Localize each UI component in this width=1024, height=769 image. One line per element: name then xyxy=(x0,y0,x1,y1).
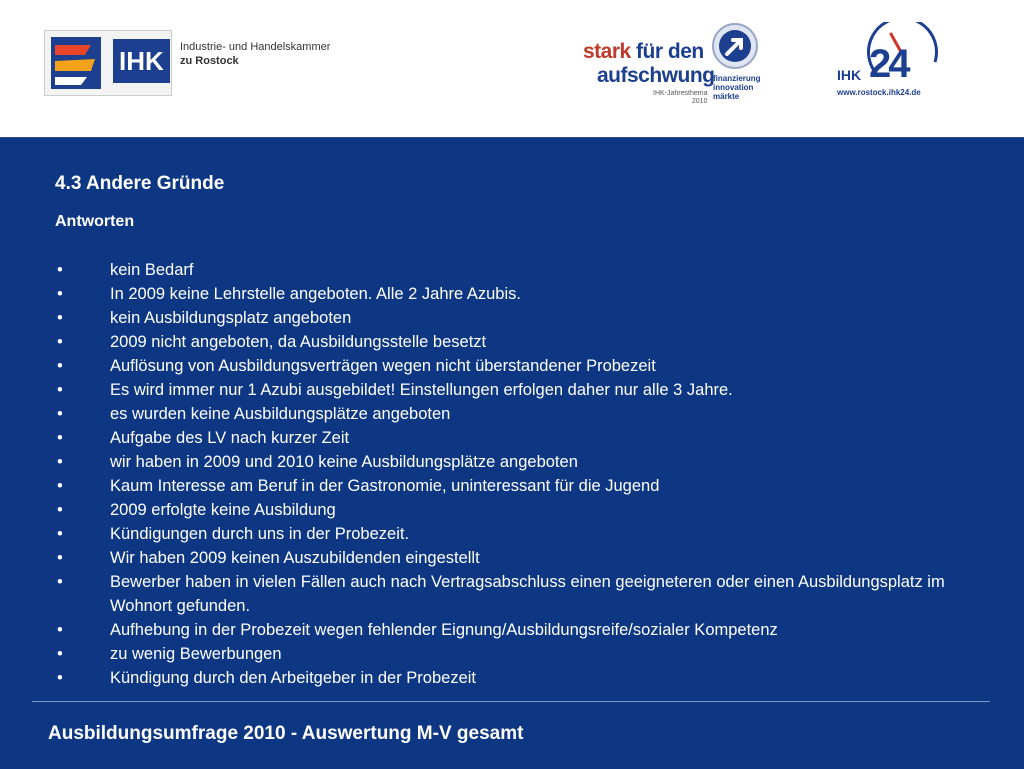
answer-text: Es wird immer nur 1 Azubi ausgebildet! Einstellungen erfolgen daher nur alle 3 Jahre. xyxy=(110,381,733,399)
bullet-icon: • xyxy=(57,645,63,663)
stark-tag2: innovation xyxy=(713,83,754,92)
ihk-name xyxy=(180,40,330,68)
bullet-icon: • xyxy=(57,333,63,351)
bullet-icon: • xyxy=(57,261,63,279)
answer-text: In 2009 keine Lehrstelle angeboten. Alle 2 Jahre Azubis. xyxy=(110,285,521,303)
answer-text: kein Bedarf xyxy=(110,261,194,279)
answer-text: es wurden keine Ausbildungsplätze angeboten xyxy=(110,405,451,423)
list-item xyxy=(55,282,975,306)
list-item xyxy=(55,546,975,570)
ihk24-ihk: IHK xyxy=(837,67,862,83)
list-item xyxy=(55,258,975,282)
stark-subtitle xyxy=(653,90,707,106)
stark-sub1: IHK-Jahresthema xyxy=(653,90,708,97)
ihk24-url: www.rostock.ihk24.de xyxy=(837,88,921,97)
ihk-name-line2: zu Rostock xyxy=(180,55,239,67)
list-item xyxy=(55,330,975,354)
list-item xyxy=(55,666,975,690)
fuer-den-word: für den xyxy=(636,40,704,63)
answer-text: kein Ausbildungsplatz angeboten xyxy=(110,309,352,327)
bullet-icon: • xyxy=(57,429,63,447)
list-item xyxy=(55,498,975,522)
aufschwung-word: aufschwung xyxy=(597,64,715,87)
list-item xyxy=(55,522,975,546)
list-item xyxy=(55,402,975,426)
slide-header xyxy=(0,0,1024,137)
answer-text: wir haben in 2009 und 2010 keine Ausbildungsplätze angeboten xyxy=(110,453,578,471)
answer-text: Bewerber haben in vielen Fällen auch nach Vertragsabschluss einen geeigneteren oder einen Ausbildungsplatz im Wohnort gefunden. xyxy=(110,573,945,615)
stark-fuer-den-aufschwung-logo xyxy=(583,22,763,106)
list-item xyxy=(55,642,975,666)
bullet-icon: • xyxy=(57,453,63,471)
answer-text: Auflösung von Ausbildungsverträgen wegen nicht überstandener Probezeit xyxy=(110,357,656,375)
answer-text: 2009 nicht angeboten, da Ausbildungsstelle besetzt xyxy=(110,333,487,351)
bullet-icon: • xyxy=(57,477,63,495)
list-item xyxy=(55,378,975,402)
arrow-circle-icon xyxy=(711,22,759,70)
bullet-icon: • xyxy=(57,309,63,327)
answer-text: Kaum Interesse am Beruf in der Gastronomie, uninteressant für die Jugend xyxy=(110,477,660,495)
ihk-name-line1: Industrie- und Handelskammer xyxy=(180,41,331,53)
bullet-icon: • xyxy=(57,285,63,303)
ihk-mark-text: IHK xyxy=(113,39,170,83)
bullet-icon: • xyxy=(57,621,63,639)
slide-body xyxy=(0,137,1024,769)
ihk24-logo xyxy=(835,22,945,102)
answer-text: Wir haben 2009 keinen Auszubildenden eingestellt xyxy=(110,549,480,567)
stark-word: stark xyxy=(583,40,631,63)
ihk24-number: 24 xyxy=(869,42,908,86)
ihk-rostock-logo xyxy=(44,30,344,96)
answer-text: zu wenig Bewerbungen xyxy=(110,645,282,663)
bullet-icon: • xyxy=(57,549,63,567)
answer-text: Aufgabe des LV nach kurzer Zeit xyxy=(110,429,350,447)
stark-line1 xyxy=(583,40,704,64)
list-item xyxy=(55,450,975,474)
list-item xyxy=(55,618,975,642)
bullet-icon: • xyxy=(57,573,63,591)
bullet-icon: • xyxy=(57,381,63,399)
list-item xyxy=(55,426,975,450)
answer-text: Kündigung durch den Arbeitgeber in der Probezeit xyxy=(110,669,477,687)
ihk-emblem-icon xyxy=(51,37,101,89)
footer-title: Ausbildungsumfrage 2010 - Auswertung M-V gesamt xyxy=(48,723,524,744)
list-item xyxy=(55,306,975,330)
stark-sub2: 2010 xyxy=(691,98,708,105)
answers-list xyxy=(55,258,975,690)
ihk-logo-box xyxy=(44,30,172,96)
footer-divider xyxy=(32,701,990,702)
list-item xyxy=(55,354,975,378)
stark-tag3: märkte xyxy=(713,92,740,101)
list-item xyxy=(55,474,975,498)
answer-text: Aufhebung in der Probezeit wegen fehlender Eignung/Ausbildungsreife/sozialer Kompetenz xyxy=(110,621,778,639)
stark-tags xyxy=(713,74,761,101)
bullet-icon: • xyxy=(57,525,63,543)
answer-text: Kündigungen durch uns in der Probezeit. xyxy=(110,525,410,543)
answers-heading: Antworten xyxy=(55,213,135,230)
list-item xyxy=(55,570,975,618)
bullet-icon: • xyxy=(57,405,63,423)
answer-text: 2009 erfolgte keine Ausbildung xyxy=(110,501,336,519)
bullet-icon: • xyxy=(57,669,63,687)
stark-tag1: finanzierung xyxy=(713,74,761,83)
bullet-icon: • xyxy=(57,501,63,519)
bullet-icon: • xyxy=(57,357,63,375)
section-title: 4.3 Andere Gründe xyxy=(55,173,225,194)
